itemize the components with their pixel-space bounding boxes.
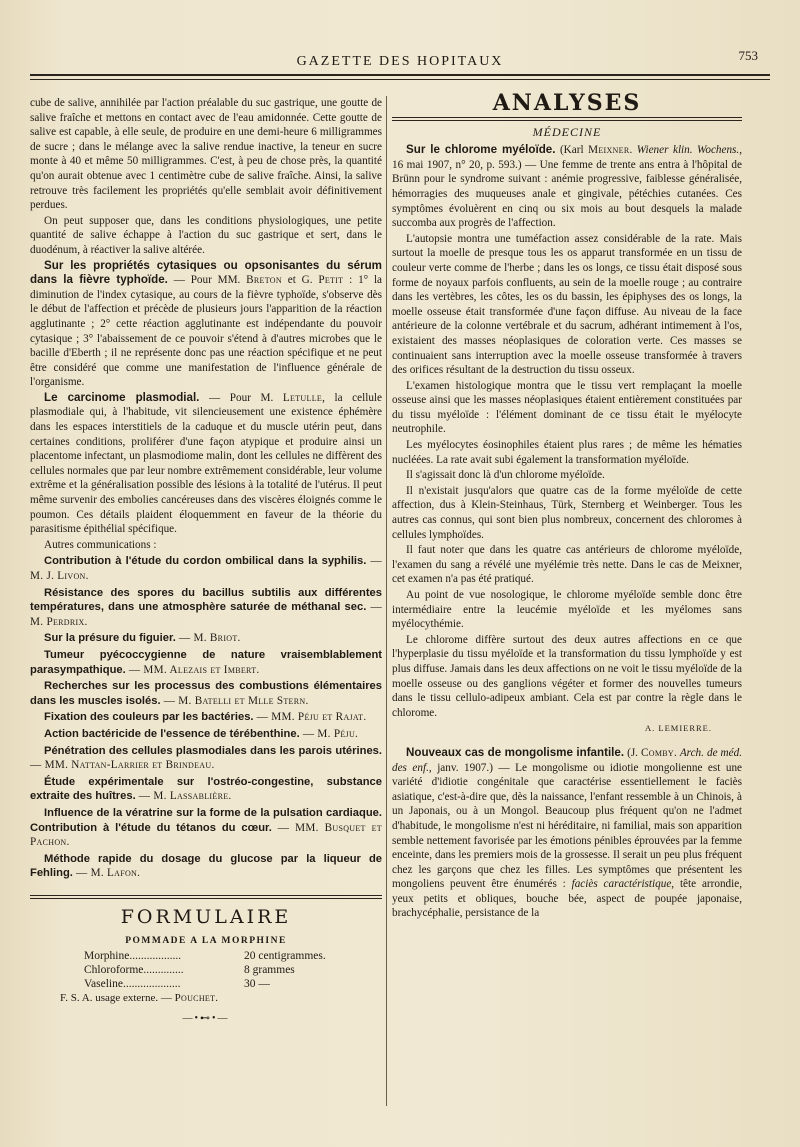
italic-term: faciès caractéristique xyxy=(571,878,672,891)
communication-item xyxy=(30,806,382,850)
paragraph: Le chlorome diffère surtout des deux autres affections en ce que l'hyperplasie du tissu myéloïde et la transformation du tissu lymphoïde y est plus diffuse. Jamais dans les deux affections on ne voit le tissu myéloïde de la moelle osseuse ou des ganglions végéter et former des nouvelles tumeurs dans le tissu cellulo-adipeux ambiant. Cela est par contre la règle dans le chlorome. xyxy=(392,633,742,719)
header-rule xyxy=(30,74,770,76)
section-title: MÉDECINE xyxy=(532,124,602,139)
ingredient-name: Vaseline.................... xyxy=(84,978,181,991)
communication-authors: — M. Péju. xyxy=(299,727,359,740)
author: Letulle xyxy=(282,391,323,404)
ingredient-quantity: 8 grammes xyxy=(244,964,295,977)
communication-item xyxy=(30,710,382,725)
text: . xyxy=(673,746,680,759)
communication-title: Contribution à l'étude du cordon ombilical dans la syphilis. xyxy=(44,555,367,568)
communication-authors: — MM. Nattan-Larrier et Brindeau. xyxy=(30,759,215,772)
article-cytasiques xyxy=(30,259,382,390)
paragraph: cube de salive, annihilée par l'action préalable du suc gastrique, une goutte de salive fraîche et mettons en contact avec de l'eau amidonnée. Cette goutte de salive est capable, à elle seule, de produire en une demi-heure 6 milligrammes de sucre ; dans le mélange avec la salive rendue inactive, la teneur en sucre monte à 40 et même 50 milligrammes. C'est, à peu de chose près, la quantité qu'on aurait obtenue avec 1 centimètre cube de salive fraîche. Ainsi, la salive retrouve très facilement les propriétés qu'elle semblait avoir définitivement perdues. xyxy=(30,97,382,212)
communication-item xyxy=(30,727,382,742)
ingredient-quantity: 30 — xyxy=(244,978,270,991)
ingredient-list xyxy=(30,949,382,991)
article-heading: Sur le chlorome myéloïde. xyxy=(406,143,556,157)
signature: A. LEMIERRE. xyxy=(644,723,712,734)
communications-list xyxy=(30,554,382,880)
article-body: , janv. 1907.) — Le mongolisme ou idiotie mongolienne est une variété d'idiotie congénitale que caractérise essentiellement le faciès asiatique, c'est-à-dire que, dès la naissance, l'enfant ressemble à un Chinois, à un Japonais, ou à un Mongol. Beaucoup plus fréquent qu'on ne l'admet d'habitude, le mongolisme n'est ni héréditaire, ni familial, mais son apparition semble nettement favorisée par les émotions pénibles éprouvées par la femme enceinte, dans les premiers mois de la grossesse. Il serait un peu plus fréquent chez les garçons que chez les filles. Les symptômes que présentent les mongoliens peuvent être énumérés : xyxy=(392,761,742,891)
author: Pouchet. xyxy=(174,992,219,1005)
ingredient-name: Morphine.................. xyxy=(84,950,182,963)
paragraph: On peut supposer que, dans les conditions physiologiques, une petite quantité de salive échappe à l'action du suc gastrique et sert, dans le duodénum, à réactiver la salive altérée. xyxy=(30,214,382,256)
communication-title: Recherches sur les processus des combustions élémentaires dans les muscles isolés. xyxy=(30,680,382,707)
communication-title: Action bactéricide de l'essence de térébenthine. xyxy=(44,727,300,740)
paragraph: L'examen histologique montra que le tissu vert remplaçant la moelle osseuse ainsi que les masses néoplasiques étaient entièrement constituées par du tissu myéloïde : l'élément dominant de ce tissu était le myélocyte neutrophile. xyxy=(392,379,742,436)
ornament: —•⊷•— xyxy=(182,1012,230,1024)
formulaire-section xyxy=(30,895,382,1026)
communication-authors: — M. Lassablière. xyxy=(135,790,232,803)
communication-title: Fixation des couleurs par les bactéries. xyxy=(44,711,254,724)
communication-item xyxy=(30,744,382,773)
header-rule-thin xyxy=(30,79,770,80)
page-number: 753 xyxy=(738,48,758,63)
journal-ref: Wiener klin. Wochens. xyxy=(636,144,740,157)
analyses-title: ANALYSES xyxy=(392,96,742,118)
communication-authors: — M. Batelli et Mlle Stern. xyxy=(160,694,309,707)
communication-authors: — MM. Busquet et Pachon. xyxy=(30,821,382,849)
communication-item xyxy=(30,775,382,804)
communication-item xyxy=(30,852,382,881)
usage-text: F. S. A. usage externe. — xyxy=(60,992,175,1005)
right-column xyxy=(392,90,743,1126)
text: et G. xyxy=(281,274,319,287)
communication-title: Tumeur pyécoccygienne de nature vraisemblablement parasympathique. xyxy=(30,648,382,676)
ingredient-row xyxy=(84,963,382,977)
text: . xyxy=(629,144,637,157)
communication-authors: — M. Lafon. xyxy=(72,867,141,880)
communication-title: Sur la présure du figuier. xyxy=(44,632,176,645)
communication-authors: — M. J. Livon. xyxy=(30,555,382,582)
article-heading: Nouveaux cas de mongolisme infantile. xyxy=(406,745,625,759)
spacer xyxy=(392,736,742,746)
article-heading: Sur les propriétés cytasiques ou opsonisantes du sérum dans la fièvre typhoïde. xyxy=(30,258,382,287)
communication-authors: — MM. Alezais et Imbert. xyxy=(125,663,260,676)
ingredient-row xyxy=(84,949,382,963)
communication-title: Étude expérimentale sur l'ostréo-congestine, substance extraite des huîtres. xyxy=(30,775,382,803)
communication-item xyxy=(30,554,382,583)
article-carcinome xyxy=(30,391,382,537)
paragraph: Au point de vue nosologique, le chlorome myéloïde semble donc être intermédiaire entre la leucémie myéloïde et les myélomes sans myélocythémie. xyxy=(392,589,742,631)
communication-title: Méthode rapide du dosage du glucose par la liqueur de Fehling. xyxy=(30,852,382,880)
article-body: , tête arrondie, yeux petits et obliques, bouche bée, aspect de poupée japonaise, brachycéphalie, persistance de la xyxy=(392,878,743,920)
ingredient-quantity: 20 centigrammes. xyxy=(244,950,326,963)
left-column xyxy=(30,96,382,1106)
article-chlorome xyxy=(392,143,742,231)
communication-title: Pénétration des cellules plasmodiales dans les parois utérines. xyxy=(44,744,382,757)
ingredient-name: Chloroforme.............. xyxy=(84,964,184,977)
journal-title: GAZETTE DES HOPITAUX xyxy=(296,54,504,69)
communication-title: Influence de la vératrine sur la forme de la pulsation cardiaque. Contribution à l'étude du tétanos du cœur. xyxy=(30,806,382,834)
paragraph: Il n'existait jusqu'alors que quatre cas de la forme myéloïde de cette affection, dus à Klein-Steinhaus, Türk, Sternberg et Weinberger. Tous les autres cas connus, qui sont bien plus nombreux, concernent des chloromes à cellules lymphoïdes. xyxy=(392,484,742,541)
paragraph: L'autopsie montra une tuméfaction assez considérable de la rate. Mais surtout la moelle de presque tous les os apparut transformée en un tissu de couleur verte comme de l'herbe ; dans les os longs, ce tissu était disposé sous forme de noyaux parfois confluents, au sein de la moelle rouge ; au contraire dans les vertèbres, les côtes, les os du bassin, les épiphyses des os longs, la moelle osseuse était transformée d'une façon diffuse. Au niveau de la face antérieure de la colonne vertébrale et du sacrum, adhérant intimement à l'os, existaient des masses néoplasiques de coloration verte. Ces masses se continuaient sans interruption avec la moelle osseuse transformée à travers des orifices résultant de la destruction du tissu osseux. xyxy=(392,232,742,377)
communication-item xyxy=(30,631,382,646)
communication-authors: — MM. Péju et Rajat. xyxy=(253,711,367,724)
article-body: , la cellule plasmodiale qui, à l'habitude, vit silencieusement une existence éphémère dans les espaces interstitiels de la caduque et du muscle utérin peut, dans certaines conditions, proliférer d'une façon atypique et produire ainsi un placentome infectant, un plasmodiome malin, dont les cellules ne diffèrent des cellules normales que par leur nombre extrêmement considérable, leur volume extrême et la généralisation possible des lésions à la totalité de l'utérus. Il peut même survenir des embolies cancéreuses dans des viscères éloignés comme le poumon. Ces détails plaident éloquemment en faveur de la théorie du parasitisme épithélial spécifique. xyxy=(30,391,382,536)
communication-title: Résistance des spores du bacillus subtilis aux différentes températures, dans une atmosphère saturée de méthanal sec. xyxy=(30,586,382,614)
author: Meixner xyxy=(588,144,630,157)
autres-label: Autres communications : xyxy=(44,538,157,551)
communication-item xyxy=(30,586,382,630)
text: (J. xyxy=(624,746,642,759)
text: — Pour M. xyxy=(199,391,283,404)
formulaire-title: FORMULAIRE xyxy=(120,905,292,928)
author: Comby xyxy=(641,746,674,759)
page-header xyxy=(30,48,770,88)
article-body: : 1° la diminution de l'index cytasique, au cours de la fièvre typhoïde, s'observe dès le début de l'affection et précède de plusieurs jours l'apparition de la réaction agglutinante ; 2° cette réaction agglutinante est indépendante du pouvoir cytasique ; 3° l'abaissement de ce pouvoir s'étend à d'autres microbes que le bacille d'Eberth ; il ne représente donc pas une réaction spécifique et ne peut être considéré que comme une manifestation de l'influence générale de l'organisme. xyxy=(30,274,383,389)
paragraph: Les myélocytes éosinophiles étaient plus rares ; de même les hématies nucléées. La rate avait subi également la transformation myéloïde. xyxy=(392,439,742,466)
communication-authors: — M. Briot. xyxy=(175,632,241,645)
article-body: , 16 mai 1907, n° 20, p. 593.) — Une femme de trente ans entra à l'hôpital de Brünn pour le syndrome suivant : anémie progressive, faiblesse généralisée, hémorragies des muqueuses anale et gingivale, pétéchies cutanées. Ces symptômes évoluèrent en cinq ou six mois au bout desquels la malade succomba aux progrès de l'affection. xyxy=(392,144,743,230)
column-divider xyxy=(386,96,387,1106)
divider xyxy=(392,120,742,121)
communication-item xyxy=(30,679,382,708)
article-heading: Le carcinome plasmodial. xyxy=(44,390,200,404)
communication-item xyxy=(30,648,382,677)
text: — Pour MM. xyxy=(167,274,247,287)
journal-ref: Arch. de méd. des enf. xyxy=(392,746,742,774)
text: (Karl xyxy=(555,144,589,157)
paragraph: Il s'agissait donc là d'un chlorome myéloïde. xyxy=(406,469,605,482)
author: Breton xyxy=(246,274,282,287)
author: Petit xyxy=(318,274,344,287)
article-mongolisme xyxy=(392,746,742,921)
communication-authors: — M. Perdrix. xyxy=(30,601,382,628)
paragraph: Il faut noter que dans les quatre cas antérieurs de chlorome myéloïde, l'examen du sang a révélé une myélémie très nette. Dans le cas de Meixner, cet examen n'a pas été pratiqué. xyxy=(392,544,742,586)
ingredient-row xyxy=(84,977,382,991)
formulaire-usage xyxy=(60,991,382,1006)
formulaire-subtitle: POMMADE A LA MORPHINE xyxy=(125,936,287,947)
